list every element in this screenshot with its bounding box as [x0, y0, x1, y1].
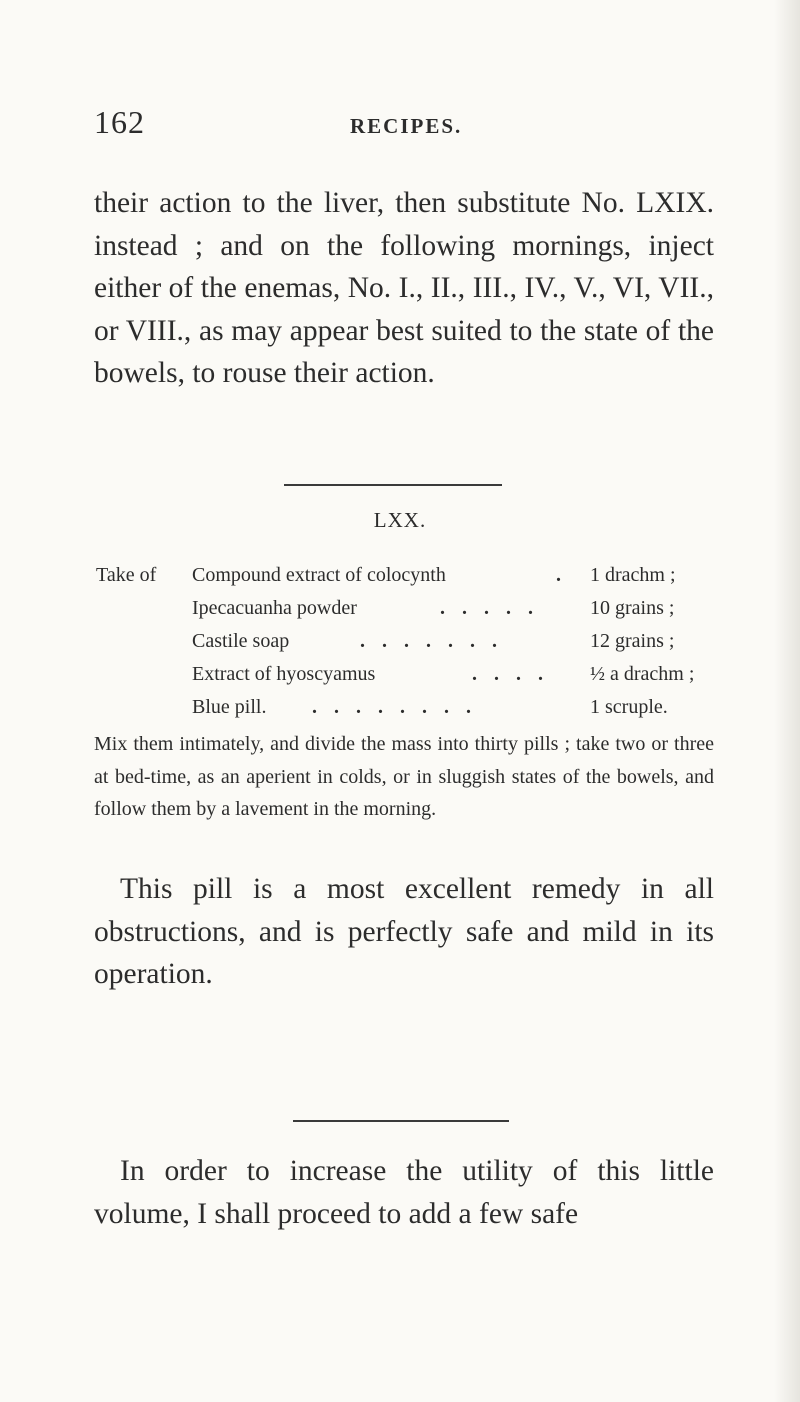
section-divider — [293, 1120, 509, 1122]
ingredient-quantity: 10 grains ; — [590, 597, 675, 619]
recipe-number-heading: LXX. — [373, 508, 427, 532]
leader-dots: . . . . — [472, 663, 549, 685]
intro-paragraph: their action to the liver, then substitute No. LXIX. instead ; and on the following mornings, inject either of the enemas, No. I., II., III., IV., V., VI, VII., or VIII., as may appear best suited to the state of the bowels, to rouse their action. — [94, 187, 714, 389]
ingredient-name: Castile soap — [192, 630, 290, 652]
leader-dots: . — [556, 564, 567, 586]
recipe-lead-text: Take of — [96, 564, 157, 586]
ingredient-quantity: 1 scruple. — [590, 696, 668, 718]
leader-dots: . . . . . . . . — [312, 696, 477, 718]
ingredient-line — [94, 663, 714, 691]
ingredient-line — [94, 597, 714, 625]
ingredient-quantity: 12 grains ; — [590, 630, 675, 652]
running-title: RECIPES. — [350, 114, 463, 138]
remark-paragraph: This pill is a most excellent remedy in all obstructions, and is perfectly safe and mild in its operation. — [94, 873, 714, 990]
page-header — [94, 104, 714, 152]
ingredient-quantity: ½ a drachm ; — [590, 663, 695, 685]
ingredient-quantity: 1 drachm ; — [590, 564, 676, 586]
recipe-directions: Mix them intimately, and divide the mass into thirty pills ; take two or three at bed-time, as an aperient in colds, or in sluggish states of the bowels, and follow them by a lavement in the morning. — [94, 733, 714, 820]
ingredient-name: Blue pill. — [192, 696, 267, 718]
section-divider — [284, 484, 502, 486]
ingredient-line — [94, 564, 714, 592]
ingredient-line — [94, 696, 714, 724]
page-edge-shadow — [774, 0, 800, 1402]
ingredient-name: Extract of hyoscyamus — [192, 663, 376, 685]
page-number: 162 — [94, 104, 145, 140]
ingredient-line — [94, 630, 714, 658]
leader-dots: . . . . . . . — [360, 630, 503, 652]
ingredient-name: Ipecacuanha powder — [192, 597, 357, 619]
closing-paragraph: In order to increase the utility of this little volume, I shall proceed to add a few safe — [94, 1155, 714, 1230]
leader-dots: . . . . . — [440, 597, 539, 619]
ingredient-name: Compound extract of colocynth — [192, 564, 446, 586]
